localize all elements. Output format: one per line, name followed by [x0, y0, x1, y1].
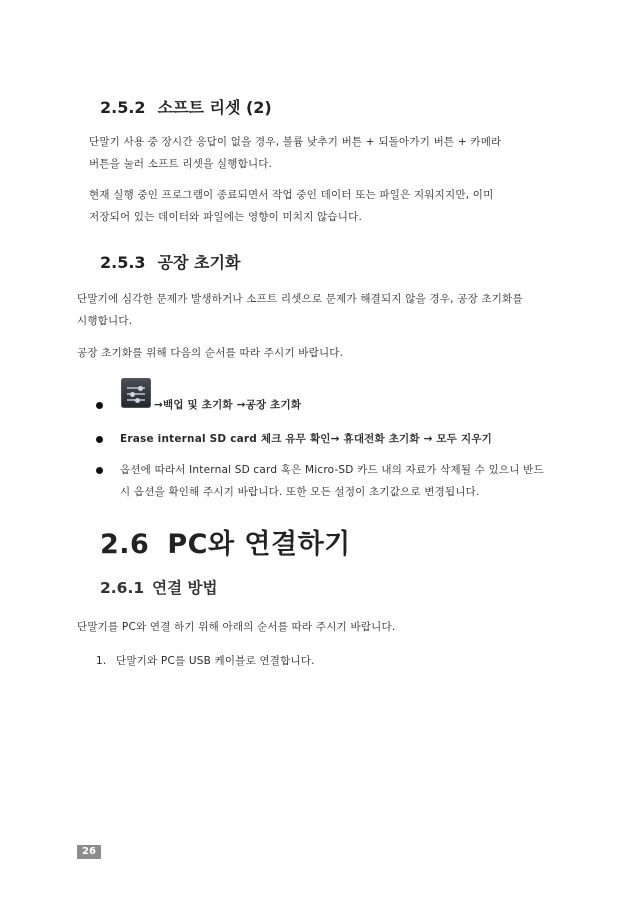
bullet-text-2: Erase internal SD card 체크 유무 확인→ 휴대전화 초기화 → 모두 지우기	[120, 433, 493, 445]
paragraph-line: 옵션에 따라서 Internal SD card 혹은 Micro-SD 카드 내의 자료가 삭제될 수 있으니 반드	[120, 464, 544, 476]
paragraph-line: 시 옵션을 확인해 주시기 바랍니다. 또한 모든 설정이 초기값으로 변경됩니다.	[120, 486, 480, 498]
section-number: 2.5.2	[100, 98, 146, 117]
paragraph-connect	[77, 616, 567, 638]
chapter-heading-2-6	[100, 522, 351, 561]
slider-knob	[135, 398, 140, 403]
section-title: 연결 방법	[152, 579, 218, 597]
step-text: 단말기와 PC를 USB 케이블로 연결합니다.	[116, 655, 315, 667]
section-title: PC와 연결하기	[167, 529, 351, 560]
paragraph-procedure	[77, 342, 567, 364]
page-number: 26	[77, 845, 101, 859]
paragraph-line: 버튼을 눌러 소프트 리셋을 실행합니다.	[89, 158, 273, 170]
settings-icon	[121, 378, 151, 408]
section-heading-2-5-2	[100, 95, 272, 118]
section-number: 2.6.1	[100, 579, 145, 597]
step-item-1	[96, 650, 556, 672]
paragraph-line: 저장되어 있는 데이터와 파일에는 영향이 미치지 않습니다.	[89, 211, 362, 223]
paragraph-factory-reset	[77, 288, 567, 332]
section-heading-2-5-3	[100, 250, 240, 273]
bullet-dot	[96, 467, 103, 474]
paragraph-line: 시행합니다.	[77, 315, 133, 327]
section-title: 소프트 리셋 (2)	[157, 98, 272, 117]
section-number: 2.5.3	[100, 253, 146, 272]
bullet-text-3	[120, 459, 570, 503]
paragraph-soft-reset	[89, 131, 559, 175]
paragraph-line: 단말기 사용 중 장시간 응답이 없을 경우, 볼륨 낮추기 버튼 + 되돌아가기 버튼 + 카메라	[89, 136, 502, 148]
bullet-dot	[96, 436, 103, 443]
section-heading-2-6-1	[100, 576, 217, 598]
paragraph-data-note	[89, 184, 559, 228]
bullet-text-1: →백업 및 초기화 →공장 초기화	[154, 399, 302, 411]
paragraph-line: 현재 실행 중인 프로그램이 종료되면서 작업 중인 데이터 또는 파일은 지워지지만, 이미	[89, 189, 494, 201]
section-title: 공장 초기화	[157, 253, 241, 272]
slider-knob	[130, 392, 135, 397]
section-number: 2.6	[100, 529, 150, 560]
paragraph-line: 공장 초기화를 위해 다음의 순서를 따라 주시기 바랍니다.	[77, 347, 344, 359]
paragraph-line: 단말기를 PC와 연결 하기 위해 아래의 순서를 따라 주시기 바랍니다.	[77, 621, 396, 633]
bullet-dot	[96, 402, 103, 409]
step-number: 1.	[96, 655, 107, 667]
slider-knob	[138, 386, 143, 391]
paragraph-line: 단말기에 심각한 문제가 발생하거나 소프트 리셋으로 문제가 해결되지 않을 경우, 공장 초기화를	[77, 293, 523, 305]
